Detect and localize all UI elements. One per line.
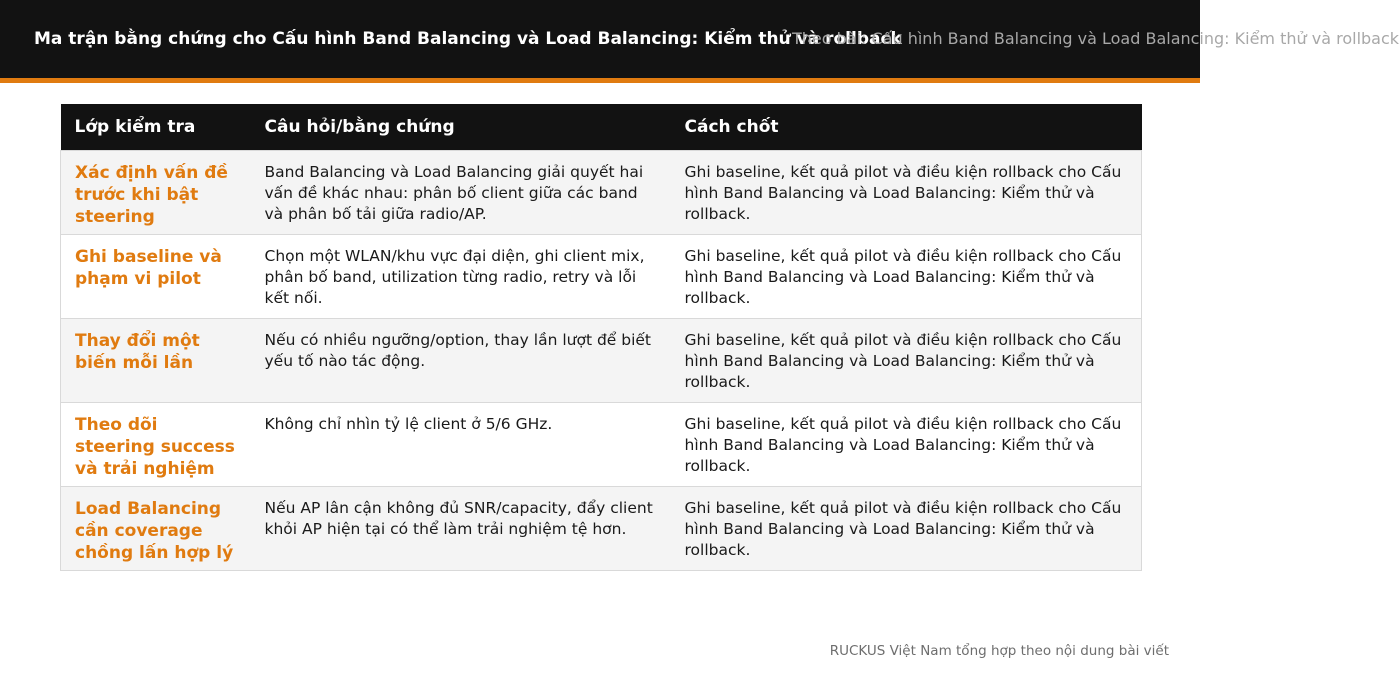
row-closing-cell: Ghi baseline, kết quả pilot và điều kiện rollback cho Cấu hình Band Balancing và Load Balancing: Kiểm thử và rollback. bbox=[671, 486, 1142, 570]
row-evidence-cell: Nếu có nhiều ngưỡng/option, thay lần lượt để biết yếu tố nào tác động. bbox=[251, 318, 671, 402]
row-layer-cell bbox=[61, 150, 251, 234]
row-layer-text: Ghi baseline và phạm vi pilot bbox=[75, 246, 222, 289]
table-header-row bbox=[61, 104, 1142, 150]
row-layer-cell bbox=[61, 486, 251, 570]
footer-credit: RUCKUS Việt Nam tổng hợp theo nội dung bài viết bbox=[829, 643, 1169, 659]
column-header-closing: Cách chốt bbox=[671, 104, 1142, 150]
row-layer-text: Load Balancing cần coverage chồng lấn hợp lý bbox=[75, 498, 234, 563]
table-row bbox=[61, 402, 1142, 486]
row-closing-cell: Ghi baseline, kết quả pilot và điều kiện rollback cho Cấu hình Band Balancing và Load Balancing: Kiểm thử và rollback. bbox=[671, 318, 1142, 402]
table-row bbox=[61, 486, 1142, 570]
column-header-layer: Lớp kiểm tra bbox=[61, 104, 251, 150]
row-evidence-cell: Band Balancing và Load Balancing giải quyết hai vấn đề khác nhau: phân bố client giữa các band và phân bố tải giữa radio/AP. bbox=[251, 150, 671, 234]
page-title: Ma trận bằng chứng cho Cấu hình Band Balancing và Load Balancing: Kiểm thử và rollback bbox=[34, 29, 902, 49]
column-header-evidence: Câu hỏi/bằng chứng bbox=[251, 104, 671, 150]
table-row bbox=[61, 150, 1142, 234]
row-closing-cell: Ghi baseline, kết quả pilot và điều kiện rollback cho Cấu hình Band Balancing và Load Balancing: Kiểm thử và rollback. bbox=[671, 234, 1142, 318]
row-layer-cell bbox=[61, 318, 251, 402]
row-layer-text: Xác định vấn đề trước khi bật steering bbox=[75, 162, 228, 227]
row-layer-cell bbox=[61, 402, 251, 486]
row-evidence-cell: Không chỉ nhìn tỷ lệ client ở 5/6 GHz. bbox=[251, 402, 671, 486]
source-reference: Theo bài: Cấu hình Band Balancing và Load Balancing: Kiểm thử và rollback bbox=[792, 29, 1399, 48]
row-closing-cell: Ghi baseline, kết quả pilot và điều kiện rollback cho Cấu hình Band Balancing và Load Balancing: Kiểm thử và rollback. bbox=[671, 402, 1142, 486]
table-row bbox=[61, 318, 1142, 402]
row-closing-cell: Ghi baseline, kết quả pilot và điều kiện rollback cho Cấu hình Band Balancing và Load Balancing: Kiểm thử và rollback. bbox=[671, 150, 1142, 234]
evidence-matrix-table bbox=[60, 104, 1142, 571]
row-layer-text: Thay đổi một biến mỗi lần bbox=[75, 330, 200, 373]
row-layer-cell bbox=[61, 234, 251, 318]
row-layer-text: Theo dõi steering success và trải nghiệm bbox=[75, 414, 235, 479]
row-evidence-cell: Nếu AP lân cận không đủ SNR/capacity, đẩy client khỏi AP hiện tại có thể làm trải nghiệm tệ hơn. bbox=[251, 486, 671, 570]
row-evidence-cell: Chọn một WLAN/khu vực đại diện, ghi client mix, phân bố band, utilization từng radio, retry và lỗi kết nối. bbox=[251, 234, 671, 318]
table-row bbox=[61, 234, 1142, 318]
header-bar bbox=[0, 0, 1399, 83]
